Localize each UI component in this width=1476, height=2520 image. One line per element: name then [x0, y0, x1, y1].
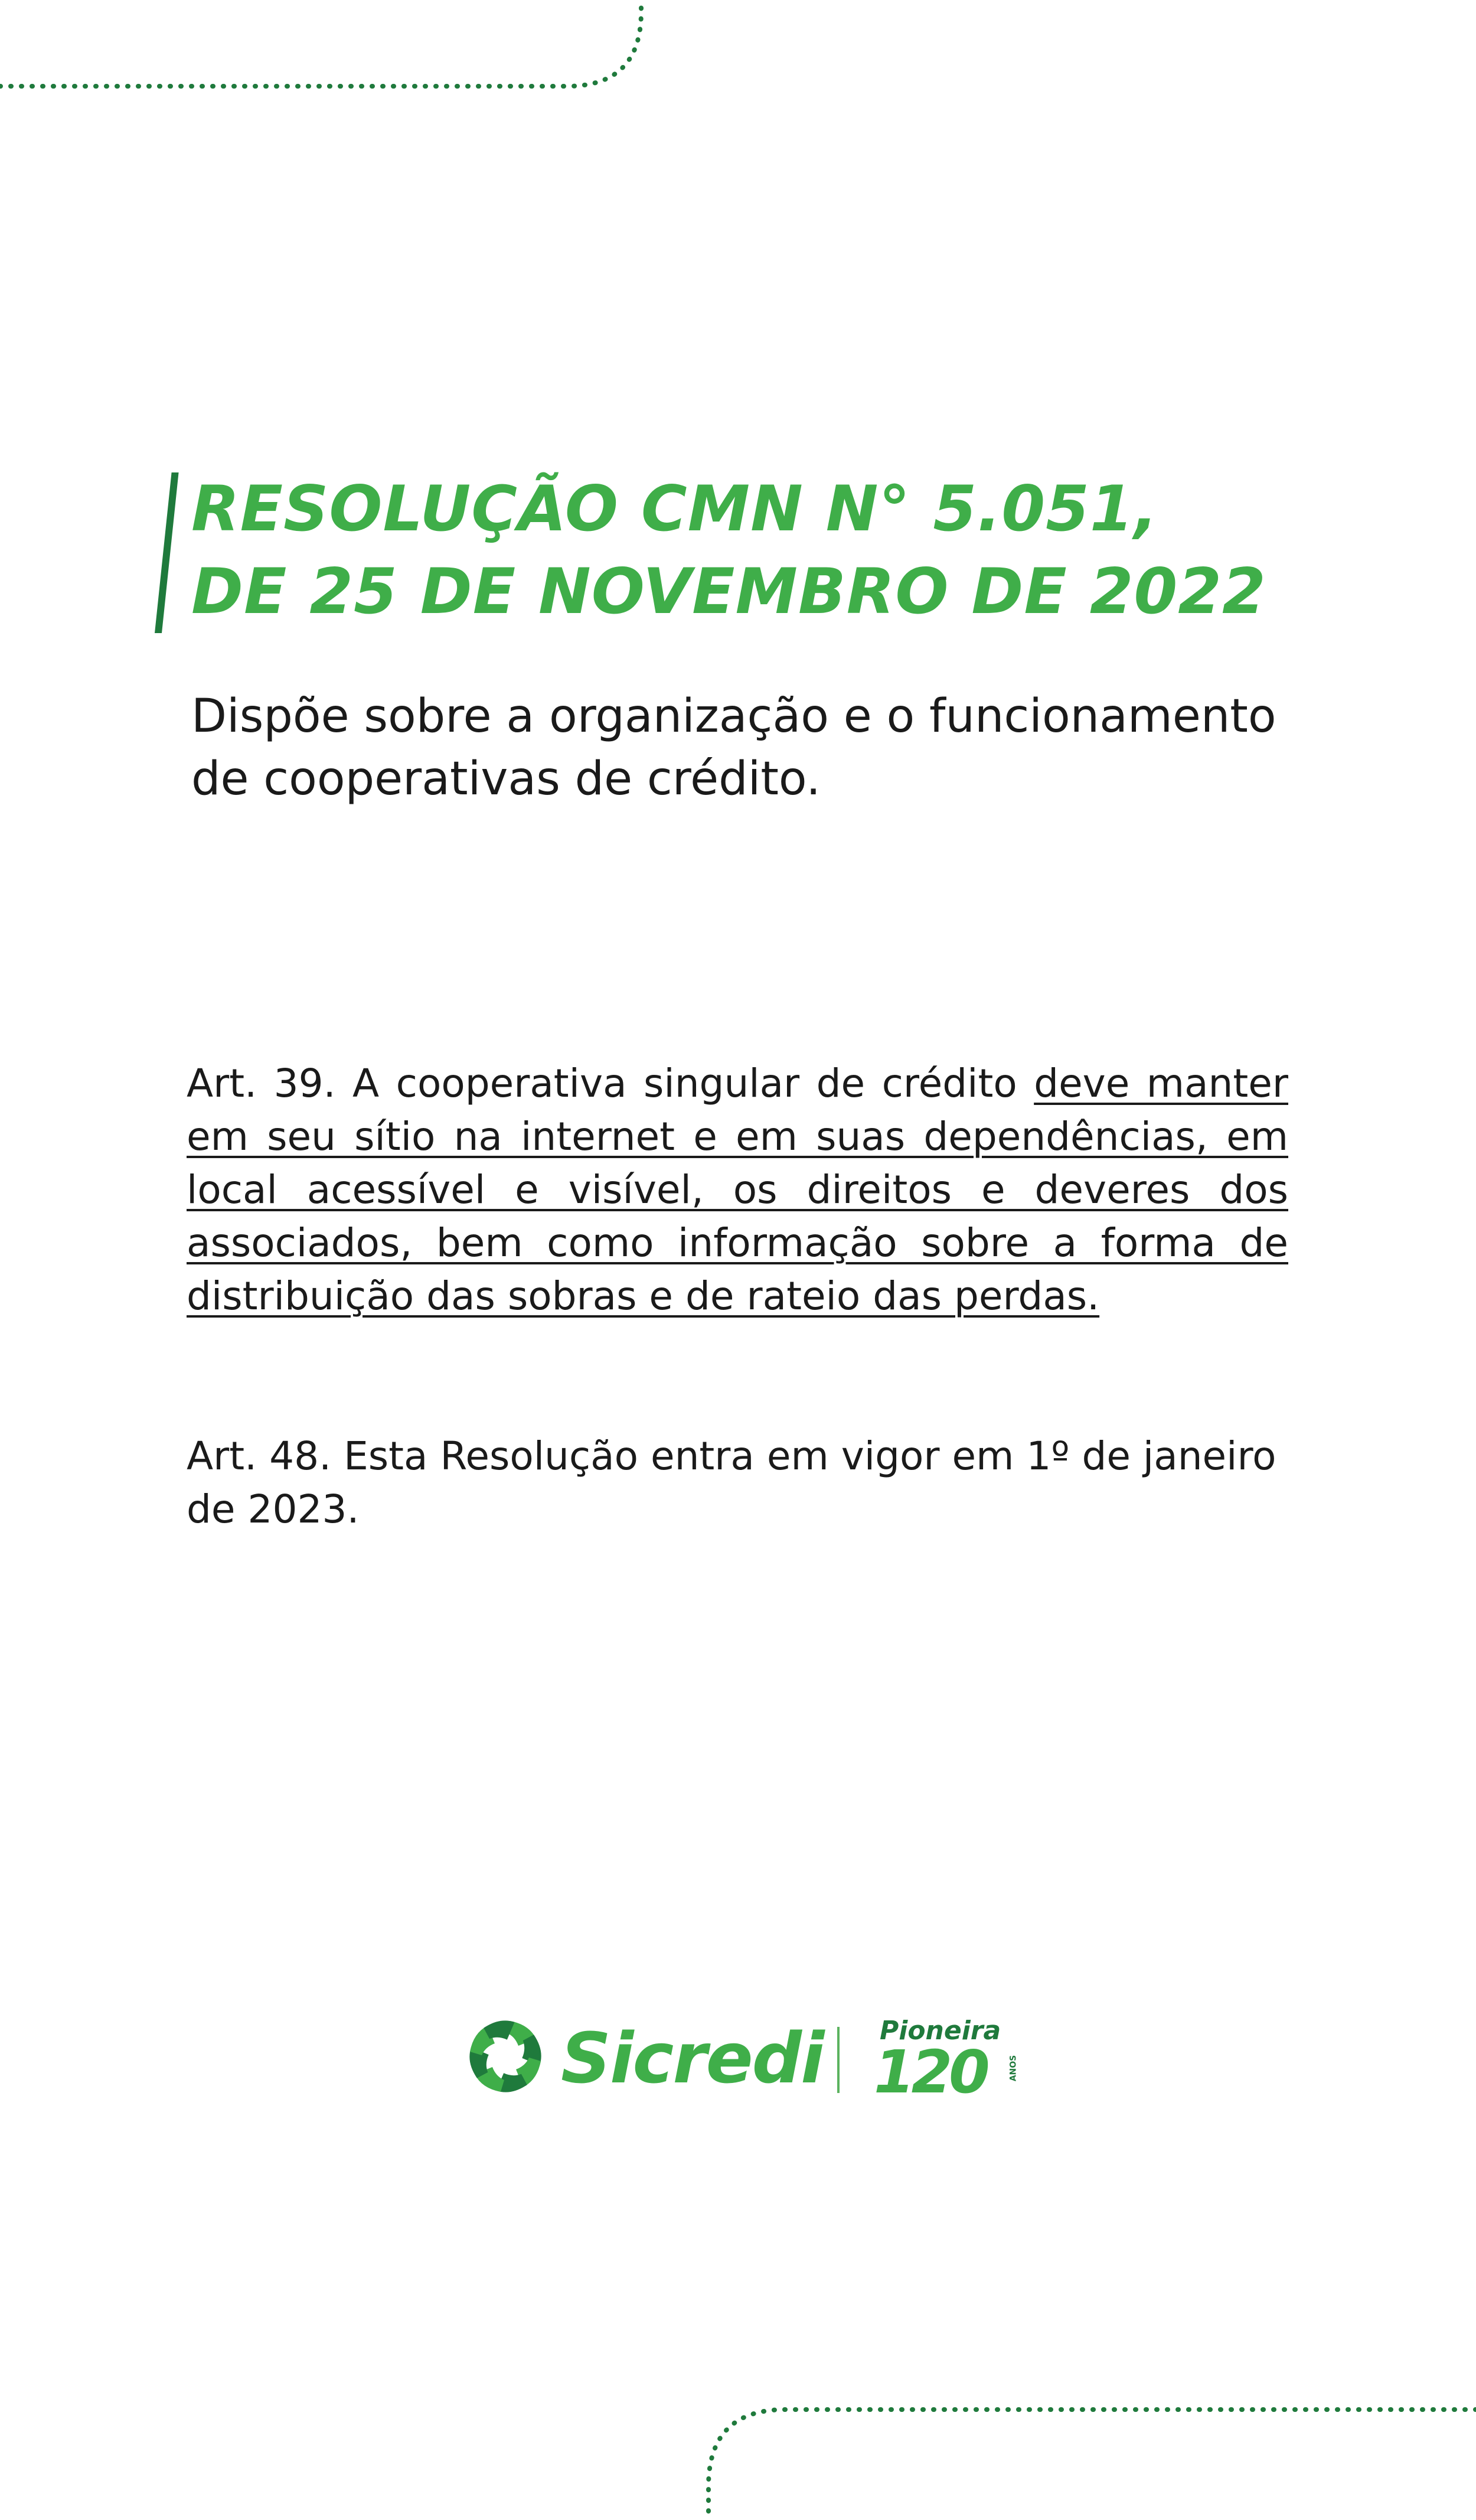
sicredi-wordmark: Sicredi — [561, 2017, 824, 2099]
anniversary-label: ANOS — [1008, 2055, 1018, 2082]
resolution-title-line1: RESOLUÇÃO CMN N° 5.051, — [191, 472, 1158, 545]
anniversary-number: 120 — [874, 2037, 987, 2107]
article-39 — [187, 1057, 1288, 1323]
brand-divider — [837, 2027, 840, 2093]
article-48: Art. 48. Esta Resolução entra em vigor em 1º de janeiro de 2023. — [187, 1433, 1276, 1532]
brand-footer — [466, 2014, 1033, 2107]
article-39-underlined-text: deve manter em seu sítio na internet e em suas dependências, em local acessível e visível, os direitos e deveres dos associados, bem como informação sobre a forma de distribuição das sobras e de rateio das perdas. — [187, 1061, 1288, 1319]
resolution-subtitle: Dispõe sobre a organização e o funcionamento de cooperativas de crédito. — [191, 690, 1276, 806]
pioneira-label: Pioneira — [880, 2016, 1001, 2046]
resolution-title-line2: DE 25 DE NOVEMBRO DE 2022 — [191, 555, 1266, 628]
article-39-intro: Art. 39. A cooperativa singular de crédito — [187, 1061, 1034, 1106]
sicredi-logo-icon — [466, 2017, 544, 2095]
resolution-title — [191, 468, 1266, 633]
heading-accent-bar — [155, 472, 179, 633]
